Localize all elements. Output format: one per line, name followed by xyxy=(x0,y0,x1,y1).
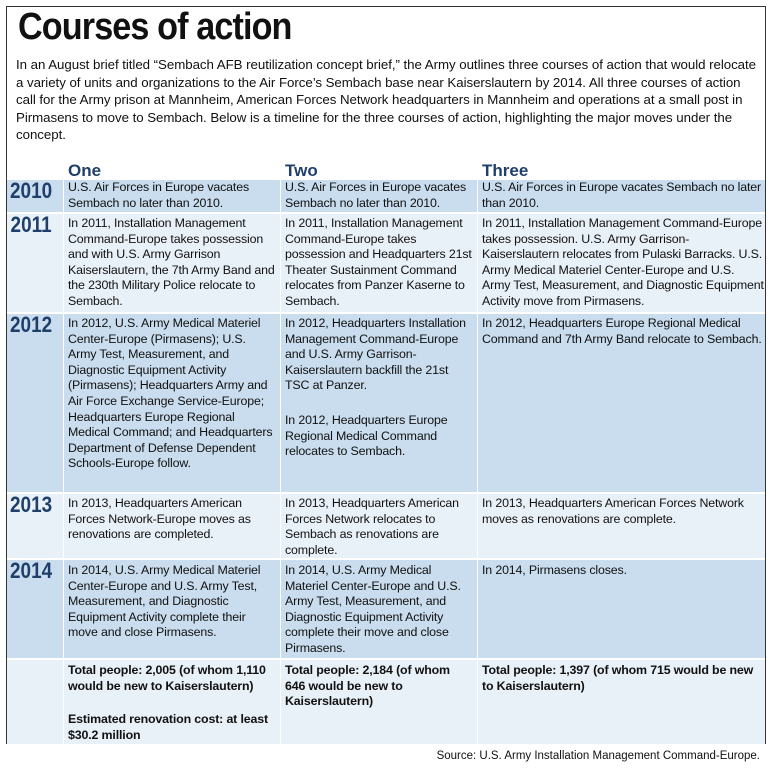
total-people-three: Total people: 1,397 (of whom 715 would be new to Kaiserslautern) xyxy=(482,663,754,693)
column-divider xyxy=(63,180,64,744)
year-label: 2011 xyxy=(10,212,52,237)
cell-one: In 2012, U.S. Army Medical Materiel Center-Europe (Pirmasens); U.S. Army Test, Measurement, and Diagnostic Equipment Activity (Pirmasens); Headquarters Army and Air Force Exchange Service-Europe; Headquarters Europe Regional Medical Command; and Headquarters Department of Defense Dependent Schools-Europe follow. xyxy=(68,316,273,471)
column-divider xyxy=(477,180,478,744)
column-divider xyxy=(280,180,281,744)
total-people-one: Total people: 2,005 (of whom 1,110 would be new to Kaiserslautern) xyxy=(68,663,266,693)
table-row-2010 xyxy=(7,180,765,212)
year-label: 2012 xyxy=(10,312,53,337)
cell-two: U.S. Air Forces in Europe vacates Sembach no later than 2010. xyxy=(285,180,466,210)
column-header-one: One xyxy=(68,161,102,180)
intro-paragraph: In an August brief titled “Sembach AFB reutilization concept brief,” the Army outlines three courses of action that would relocate a variety of units and organizations to the Air Force’s Sembach base near Kaiserslautern by 2014. All three courses of action call for the Army prison at Mannheim, American Forces Network headquarters in Mannheim and operations at a small post in Pirmasens to move to Sembach. Below is a timeline for the three courses of action, highlighting the major moves under the concept. xyxy=(16,57,757,143)
renovation-cost-one: Estimated renovation cost: at least $30.2 million xyxy=(68,712,268,742)
cell-three: In 2014, Pirmasens closes. xyxy=(482,563,627,577)
timeline-table xyxy=(7,180,765,750)
table-row-2011 xyxy=(7,214,765,312)
total-people-two: Total people: 2,184 (of whom 646 would be new to Kaiserslautern) xyxy=(285,663,450,709)
cell-three: In 2013, Headquarters American Forces Network moves as renovations are complete. xyxy=(482,496,744,526)
cell-three: U.S. Air Forces in Europe vacates Sembach no later than 2010. xyxy=(482,180,761,210)
cell-three: In 2011, Installation Management Command-Europe takes possession. U.S. Army Garrison-Kaiserslautern relocates from Pulaski Barracks. U.S. Army Medical Materiel Center-Europe and U.S. Army Test, Measurement, and Diagnostic Equipment Activity move from Pirmasens. xyxy=(482,216,764,308)
cell-two: In 2012, Headquarters Installation Management Command-Europe and U.S. Army Garrison-Kaiserslautern backfill the 21st TSC at Panzer. xyxy=(285,316,466,393)
cell-one: In 2013, Headquarters American Forces Network-Europe moves as renovations are completed. xyxy=(68,496,251,542)
cell-three: In 2012, Headquarters Europe Regional Medical Command and 7th Army Band relocate to Sembach. xyxy=(482,316,762,346)
cell-one: In 2011, Installation Management Command-Europe takes possession and with U.S. Army Garrison Kaiserslautern, the 7th Army Band and the 230th Military Police relocate to Sembach. xyxy=(68,216,275,308)
table-row-totals xyxy=(7,660,765,744)
source-credit: Source: U.S. Army Installation Management Command-Europe. xyxy=(436,750,760,762)
table-row-2014 xyxy=(7,560,765,658)
cell-one: U.S. Air Forces in Europe vacates Sembach no later than 2010. xyxy=(68,180,249,210)
year-label: 2014 xyxy=(10,558,53,583)
cell-two: In 2013, Headquarters American Forces Network relocates to Sembach as renovations are complete. xyxy=(285,496,459,557)
year-label: 2010 xyxy=(10,178,53,203)
cell-two: In 2014, U.S. Army Medical Materiel Center-Europe and U.S. Army Test, Measurement, and Diagnostic Equipment Activity complete their move and close Pirmasens. xyxy=(285,563,461,655)
column-header-two: Two xyxy=(285,161,318,180)
table-row-2013 xyxy=(7,494,765,558)
column-header-three: Three xyxy=(482,161,529,180)
table-row-2012 xyxy=(7,314,765,492)
page-title: Courses of action xyxy=(18,6,292,48)
year-label: 2013 xyxy=(10,492,53,517)
cell-two-second-note: In 2012, Headquarters Europe Regional Medical Command relocates to Sembach. xyxy=(285,413,448,459)
cell-two: In 2011, Installation Management Command-Europe takes possession and Headquarters 21st Theater Sustainment Command relocates from Panzer Kaserne to Sembach. xyxy=(285,216,472,308)
cell-one: In 2014, U.S. Army Medical Materiel Center-Europe and U.S. Army Test, Measurement, and Diagnostic Equipment Activity complete their move and close Pirmasens. xyxy=(68,563,261,640)
